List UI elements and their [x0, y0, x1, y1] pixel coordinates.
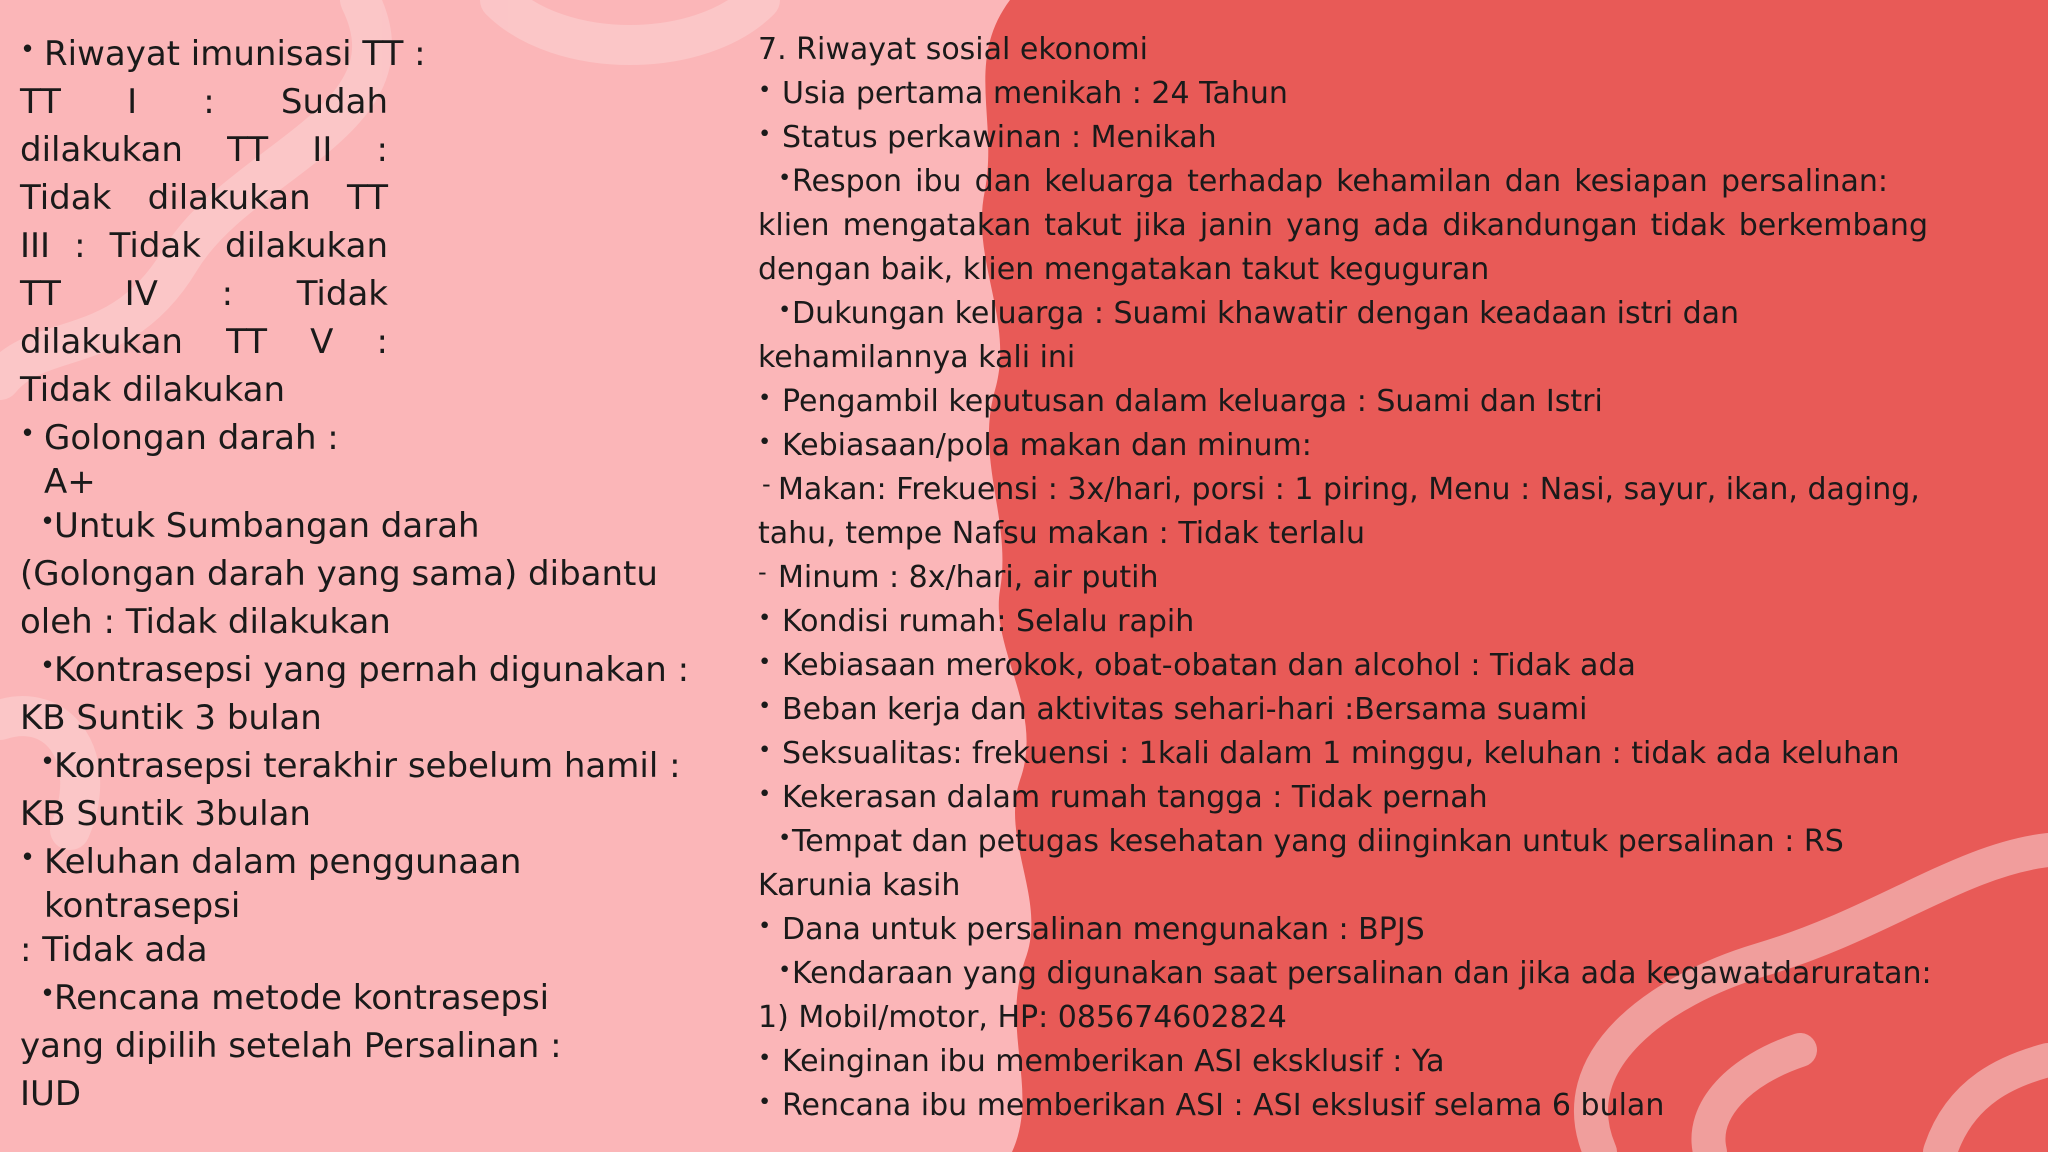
tt-status-line: TT IV : Tidak: [20, 274, 388, 314]
makan-line: tahu, tempe Nafsu makan : Tidak terlalu: [758, 516, 1366, 551]
makan-item: - Makan: Frekuensi : 3x/hari, porsi : 1 piring, Menu : Nasi, sayur, ikan, daging,: [758, 468, 1958, 512]
kendaraan-item: • Kendaraan yang digunakan saat persalinan dan jika ada kegawatdaruratan:: [758, 952, 1958, 996]
respon-line: dengan baik, klien mengatakan takut keguguran: [758, 252, 1490, 287]
kekerasan-item: • Kekerasan dalam rumah tangga : Tidak pernah: [758, 776, 1958, 820]
tt-status-line: Tidak dilakukan: [20, 370, 286, 410]
kontrasepsi-terakhir-line: KB Suntik 3bulan: [20, 794, 311, 834]
kontrasepsi-pernah-line: KB Suntik 3 bulan: [20, 698, 322, 738]
section-heading: 7. Riwayat sosial ekonomi: [758, 32, 1148, 67]
sumbangan-darah-line: (Golongan darah yang sama) dibantu: [20, 554, 658, 594]
sumbangan-darah-item: • Untuk Sumbangan darah: [20, 502, 700, 550]
dana-persalinan-item: • Dana untuk persalinan mengunakan : BPJS: [758, 908, 1958, 952]
usia-menikah-item: • Usia pertama menikah : 24 Tahun: [758, 72, 1958, 116]
status-perkawinan-item: • Status perkawinan : Menikah: [758, 116, 1958, 160]
kontrasepsi-terakhir-item: • Kontrasepsi terakhir sebelum hamil :: [20, 742, 700, 790]
tt-status-line: TT I : Sudah: [20, 82, 388, 122]
respon-item: • Respon ibu dan keluarga terhadap kehamilan dan kesiapan persalinan:: [758, 160, 1888, 204]
golongan-darah-value: A+: [44, 462, 96, 502]
sumbangan-darah-line: oleh : Tidak dilakukan: [20, 602, 391, 642]
merokok-item: • Kebiasaan merokok, obat-obatan dan alcohol : Tidak ada: [758, 644, 1958, 688]
tt-status-line: Tidak dilakukan TT: [20, 178, 388, 218]
rencana-kontrasepsi-line: IUD: [20, 1074, 82, 1114]
keluhan-kontrasepsi-item: • Keluhan dalam penggunaan: [20, 838, 700, 886]
keinginan-asi-item: • Keinginan ibu memberikan ASI eksklusif : Ya: [758, 1040, 1958, 1084]
tt-status-line: dilakukan TT II :: [20, 130, 388, 170]
left-column: [20, 30, 700, 1118]
dukungan-keluarga-item: • Dukungan keluarga : Suami khawatir dengan keadaan istri dan: [758, 292, 1958, 336]
rencana-kontrasepsi-item: • Rencana metode kontrasepsi: [20, 974, 700, 1022]
pengambil-keputusan-item: • Pengambil keputusan dalam keluarga : Suami dan Istri: [758, 380, 1958, 424]
minum-item: - Minum : 8x/hari, air putih: [758, 556, 1958, 600]
golongan-darah-item: • Golongan darah :: [20, 414, 700, 462]
kebiasaan-makan-item: • Kebiasaan/pola makan dan minum:: [758, 424, 1958, 468]
rencana-asi-item: • Rencana ibu memberikan ASI : ASI ekslusif selama 6 bulan: [758, 1084, 1958, 1128]
tt-status-line: dilakukan TT V :: [20, 322, 388, 362]
rencana-kontrasepsi-line: yang dipilih setelah Persalinan :: [20, 1026, 562, 1066]
right-column: [758, 28, 1958, 1128]
kontrasepsi-pernah-item: • Kontrasepsi yang pernah digunakan :: [20, 646, 700, 694]
beban-kerja-item: • Beban kerja dan aktivitas sehari-hari :Bersama suami: [758, 688, 1958, 732]
tt-status-line: III : Tidak dilakukan: [20, 226, 388, 266]
riwayat-imunisasi-item: • Riwayat imunisasi TT :: [20, 30, 700, 78]
kondisi-rumah-item: • Kondisi rumah: Selalu rapih: [758, 600, 1958, 644]
tempat-persalinan-line: Karunia kasih: [758, 868, 961, 903]
kendaraan-line: 1) Mobil/motor, HP: 085674602824: [758, 1000, 1287, 1035]
keluhan-kontrasepsi-line: : Tidak ada: [20, 930, 208, 970]
respon-line: klien mengatakan takut jika janin yang ada dikandungan tidak berkembang: [758, 208, 1928, 243]
seksualitas-item: • Seksualitas: frekuensi : 1kali dalam 1 minggu, keluhan : tidak ada keluhan: [758, 732, 1958, 776]
dukungan-keluarga-line: kehamilannya kali ini: [758, 340, 1076, 375]
tempat-persalinan-item: • Tempat dan petugas kesehatan yang diinginkan untuk persalinan : RS: [758, 820, 1958, 864]
keluhan-kontrasepsi-line: kontrasepsi: [44, 886, 241, 926]
